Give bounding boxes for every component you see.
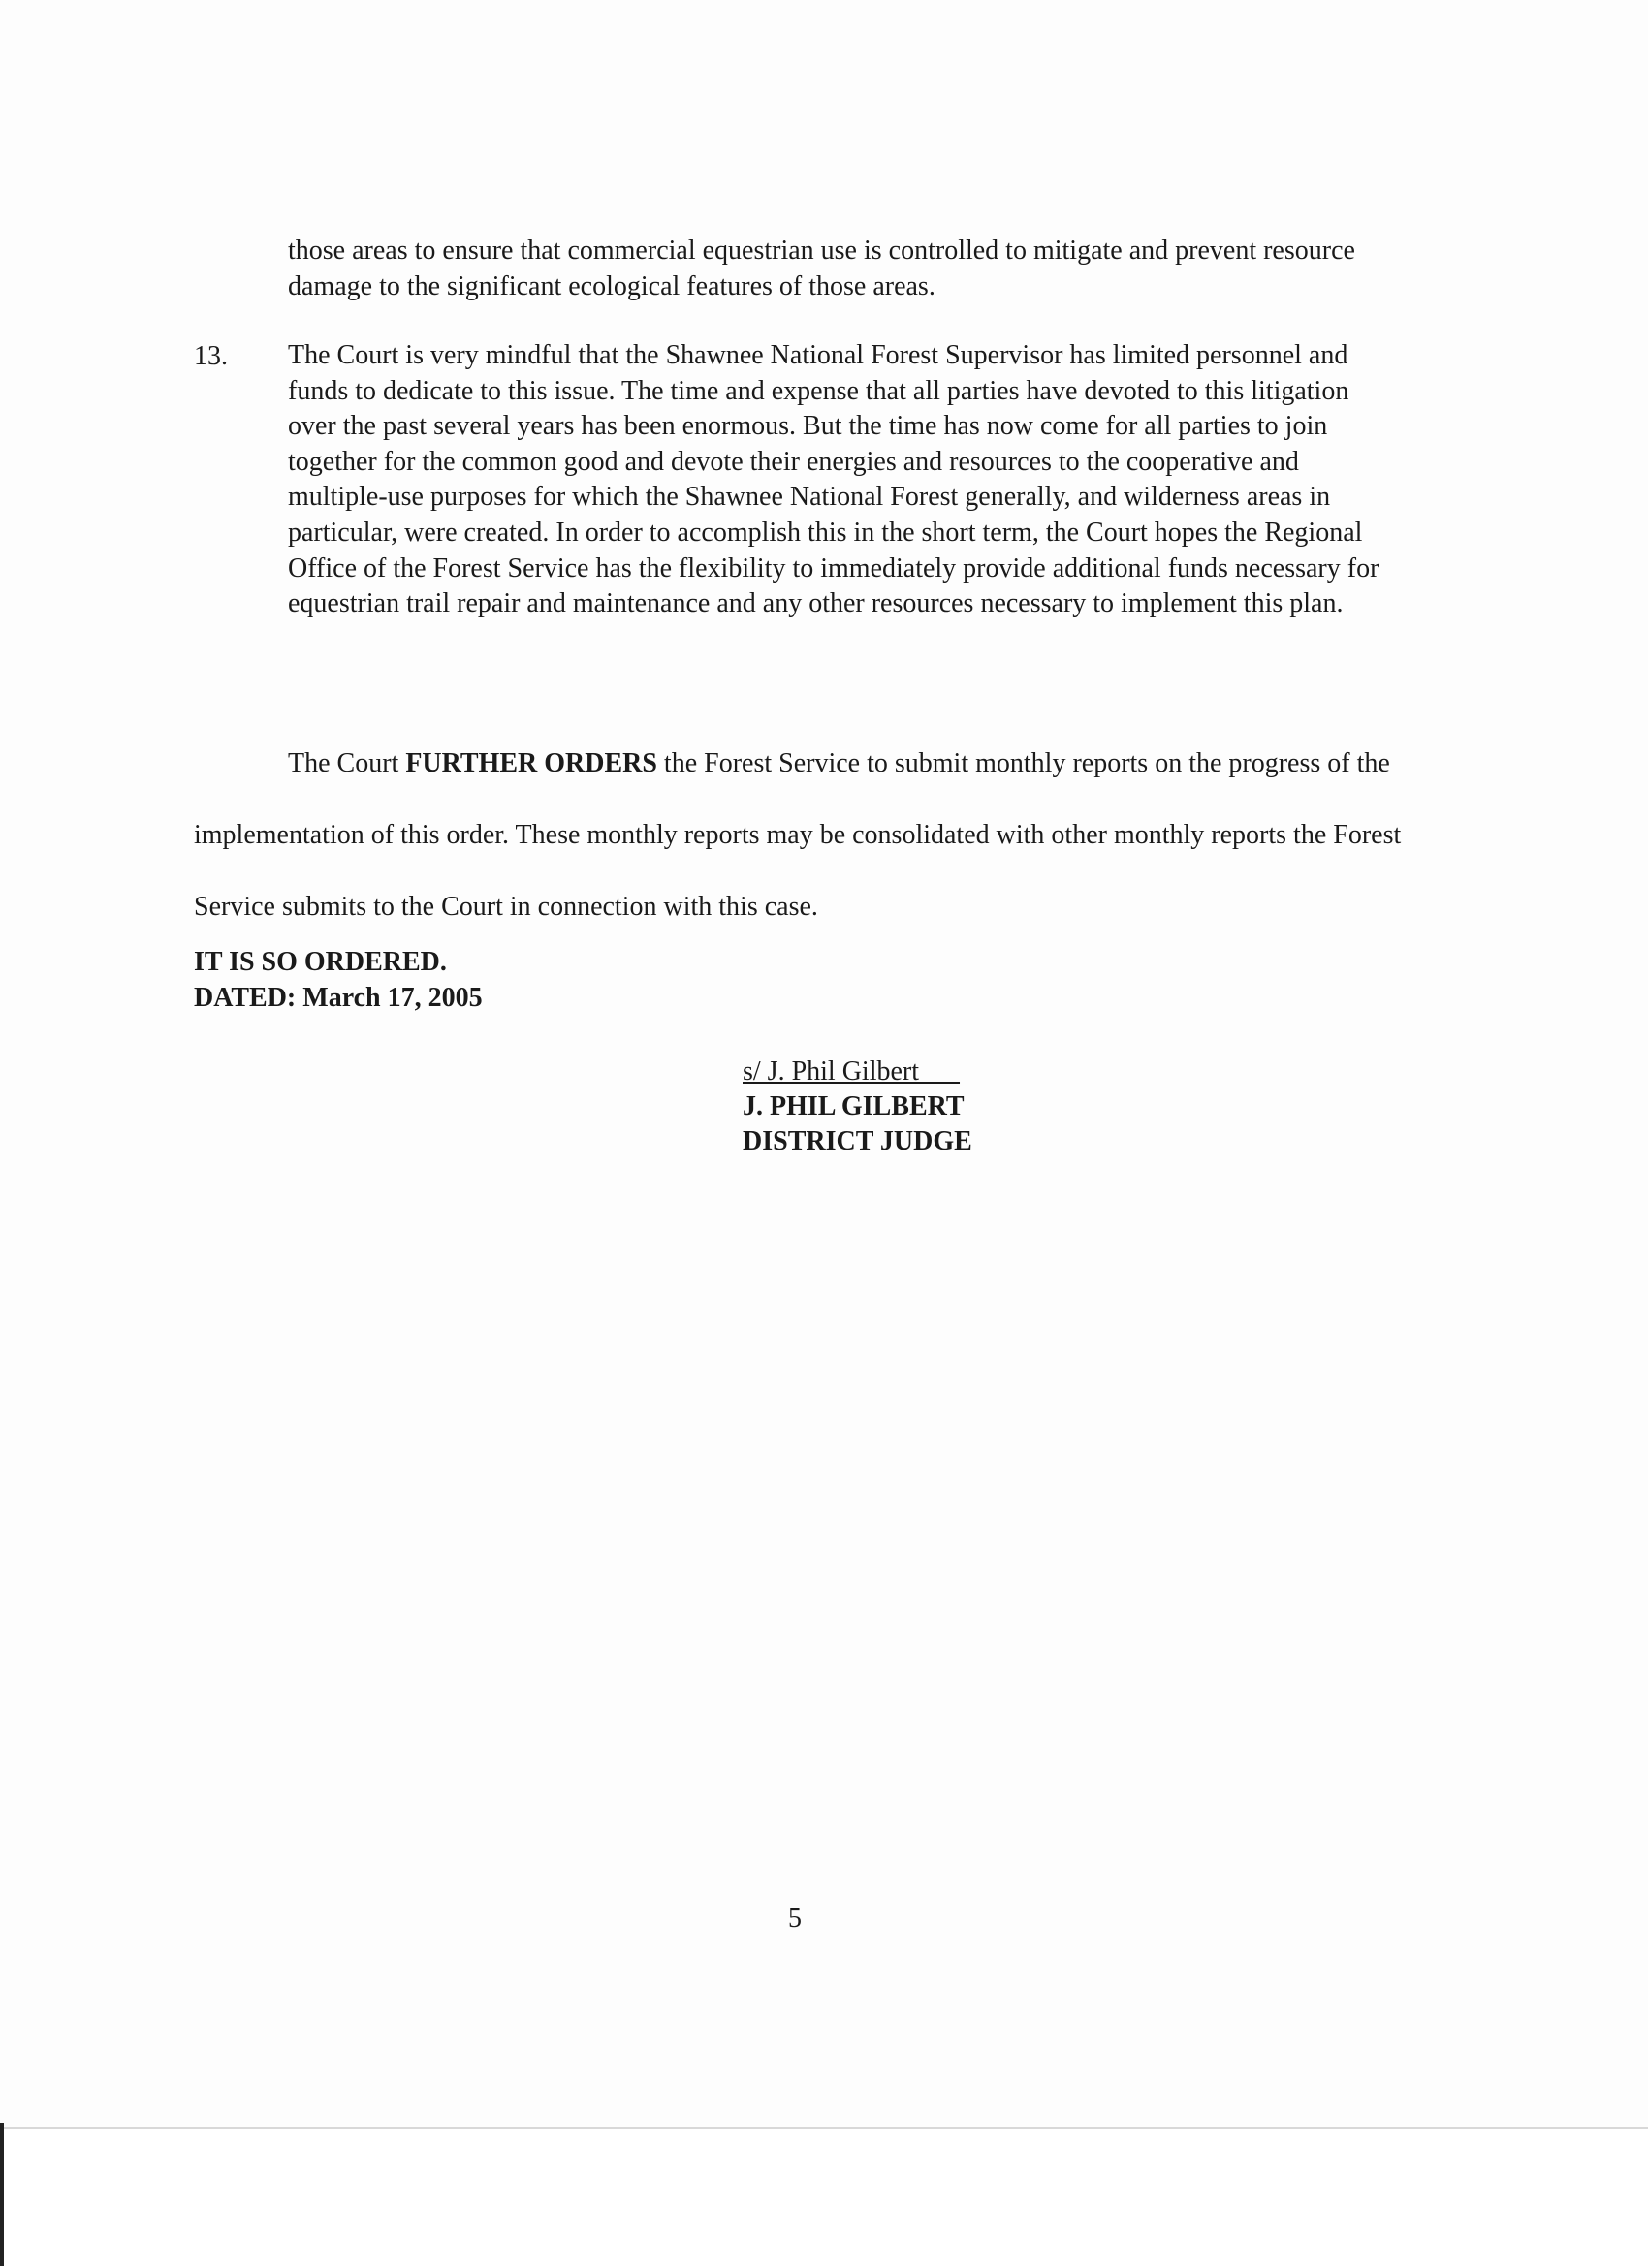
so-ordered-heading: IT IS SO ORDERED.: [194, 947, 447, 977]
further-orders-emphasis: FURTHER ORDERS: [405, 748, 657, 778]
judge-title: DISTRICT JUDGE: [743, 1126, 972, 1156]
order-block: [194, 944, 483, 1016]
further-orders-paragraph: [194, 728, 1406, 943]
item-number: 13.: [194, 341, 228, 371]
further-orders-lead: The Court: [288, 748, 406, 778]
dated-line: DATED: March 17, 2005: [194, 983, 483, 1013]
continuation-paragraph: those areas to ensure that commercial equestrian use is controlled to mitigate and prevent resource damage to the significant ecological features of those areas.: [288, 236, 1355, 301]
further-orders-rest: the Forest Service to submit monthly reports on the progress of the implementation of this order. These monthly reports may be consolidated with other monthly reports the Forest Service submits to the Court in connection with this case.: [194, 748, 1402, 922]
judge-name: J. PHIL GILBERT: [743, 1091, 965, 1121]
signature-block: [743, 1055, 972, 1159]
scan-margin: [0, 2127, 1648, 2268]
scan-edge-mark: [0, 2123, 4, 2266]
item-text: The Court is very mindful that the Shawnee National Forest Supervisor has limited personnel and funds to dedicate to this issue. The time and expense that all parties have devoted to this litigation over the past several years has been enormous. But the time has now come for all parties to join together for the common good and devote their energies and resources to the cooperative and multiple-use purposes for which the Shawnee National Forest generally, and wilderness areas in particular, were created. In order to accomplish this in the short term, the Court hopes the Regional Office of the Forest Service has the flexibility to immediately provide additional funds necessary for equestrian trail repair and maintenance and any other resources necessary to implement this plan.: [288, 340, 1379, 619]
page-number: 5: [788, 1904, 802, 1934]
signature-line: s/ J. Phil Gilbert: [743, 1056, 961, 1087]
